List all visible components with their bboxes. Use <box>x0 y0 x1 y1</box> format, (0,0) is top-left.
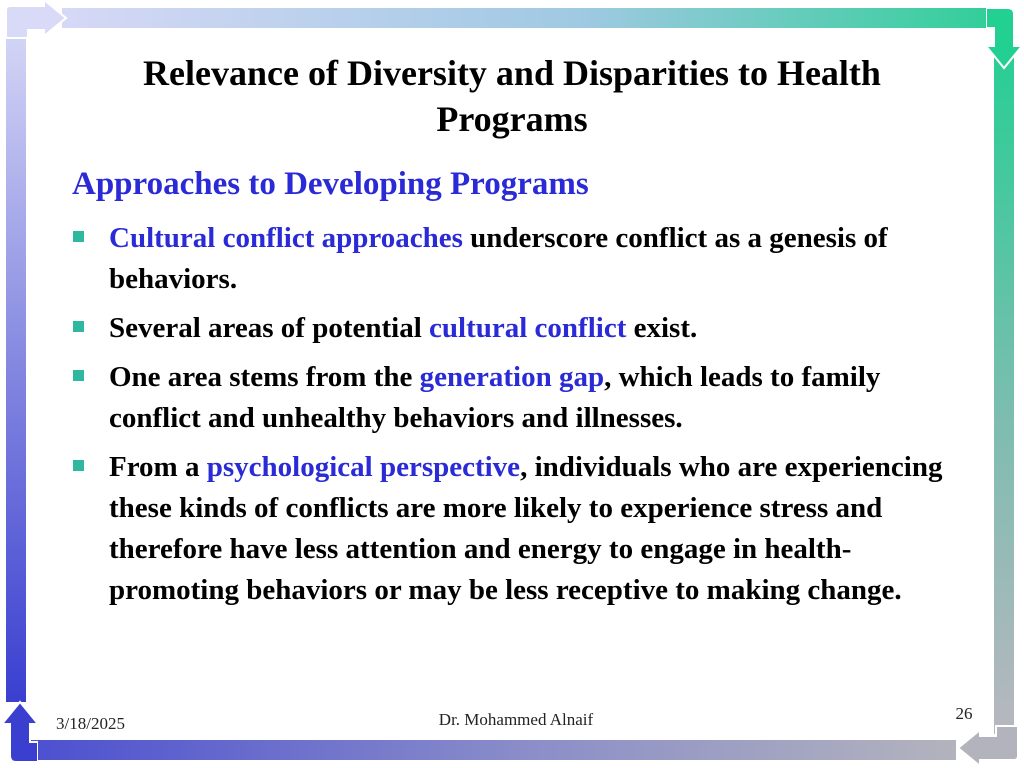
frame-right-bar <box>994 34 1014 734</box>
frame-left-bar <box>6 22 26 702</box>
bullet-text: One area stems from the <box>109 361 420 393</box>
slide-title: Relevance of Diversity and Disparities to Health Programs <box>143 53 881 139</box>
page-number: 26 <box>955 704 973 723</box>
highlight-term: cultural conflict <box>429 312 627 344</box>
frame-top-bar <box>62 8 1010 28</box>
bullet-item <box>70 357 970 439</box>
section-subheading: Approaches to Developing Programs <box>72 166 589 202</box>
arrow-left-icon <box>956 724 1022 766</box>
square-bullet-icon <box>73 231 84 242</box>
bullet-text: , individuals who are experiencing these kinds of conflicts are more likely to experience stress and therefore have less attention and energy to engage in health-promoting behaviors or may be less receptive to making change. <box>109 451 943 606</box>
highlight-term: Cultural conflict approaches <box>109 222 463 254</box>
square-bullet-icon <box>73 460 84 471</box>
bullet-list <box>70 218 970 619</box>
frame-bottom-bar <box>14 740 956 760</box>
bullet-item <box>70 308 970 349</box>
bullet-text: From a <box>109 451 207 483</box>
bullet-text: , which leads to family conflict and unhealthy behaviors and illnesses. <box>109 361 881 434</box>
bullet-text: exist. <box>626 312 698 344</box>
square-bullet-icon <box>73 321 84 332</box>
arrow-right-icon <box>2 0 68 40</box>
arrow-down-icon <box>986 6 1022 70</box>
footer-date: 3/18/2025 <box>56 714 125 733</box>
highlight-term: psychological perspective <box>206 451 521 483</box>
square-bullet-icon <box>73 370 84 381</box>
bullet-text: underscore conflict as a genesis of behaviors. <box>109 222 888 295</box>
bullet-item <box>70 218 970 300</box>
footer-author: Dr. Mohammed Alnaif <box>438 710 594 729</box>
bullet-text: Several areas of potential <box>109 312 430 344</box>
arrow-up-icon <box>2 700 38 764</box>
bullet-item <box>70 447 970 611</box>
highlight-term: generation gap <box>419 361 605 393</box>
